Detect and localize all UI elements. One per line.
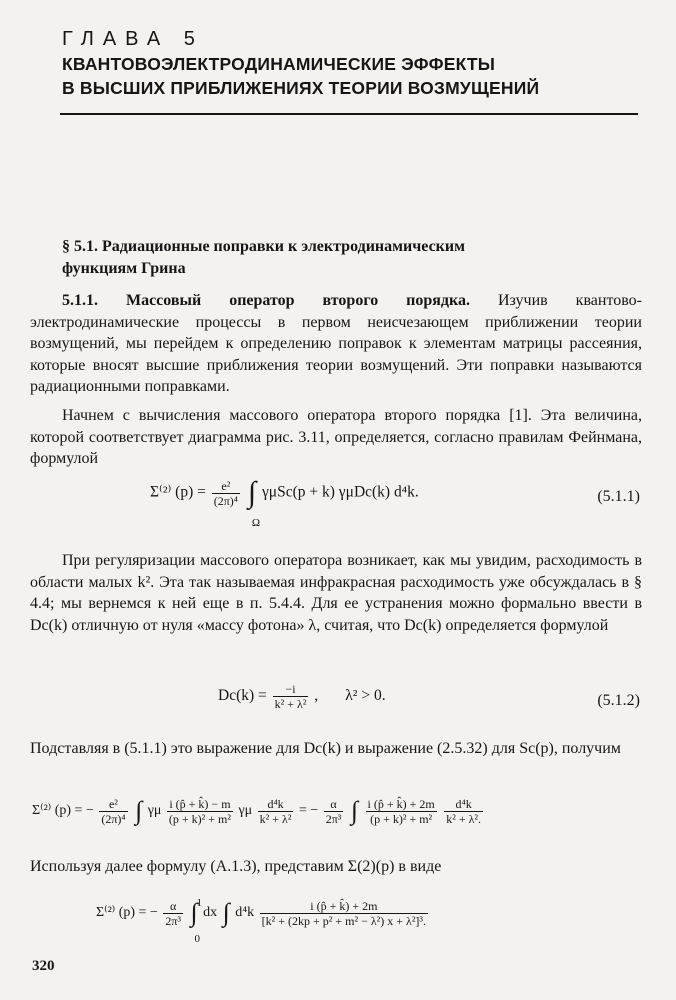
eq4-num-2: i (p̂ + k̂) + 2m [260,899,428,914]
eq3-lhs: Σ⁽²⁾ (p) = − [32,803,94,819]
subsection-heading: 5.1.1. Массовый оператор второго порядка. [62,292,471,309]
paragraph-4: Подставляя в (5.1.1) это выражение для Dc(k) и выражение (2.5.32) для Sc(p), получим [30,740,621,757]
eq4-fraction-1 [163,899,183,928]
eq1-lhs: Σ⁽²⁾ (p) = [150,483,206,501]
eq3-num-5: i (p̂ + k̂) + 2m [367,796,435,811]
eq1-denominator: (2π)⁴ [213,493,238,508]
page-number: 320 [32,958,55,974]
equation-5-1-2 [0,682,676,726]
eq3-num-6: d⁴k [444,797,483,812]
eq4-num-1: α [163,899,183,914]
eq3-num-2: i (p̂ + k̂) − m [167,797,233,812]
eq3-middle: = − [298,803,319,819]
eq3-fraction-5 [366,797,437,826]
integral-sign: ∫ Ω [248,478,256,508]
chapter-title-line-2: В ВЫСШИХ ПРИБЛИЖЕНИЯХ ТЕОРИИ ВОЗМУЩЕНИЙ [62,78,540,98]
eq2-condition: , λ² > 0. [314,687,386,705]
paragraph-3: При регуляризации массового оператора возникает, как мы увидим, расходимость в области малых k². Эта так называемая инфракрасная расходимость уже обсуждалась в § 4.4; мы вернемся к ней еще в п. 5.4.4. Для ее устранения можно формально ввести в Dc(k) отличную от нуля «массу фотона» λ, считая, что Dc(k) определяется формулой [30,552,642,634]
section-title-line-2: функциям Грина [62,260,186,277]
eq3-fraction-3 [258,797,294,826]
integral-sign: ∫ [350,796,359,825]
chapter-number: ГЛАВА 5 [62,28,204,50]
eq2-denominator: k² + λ² [274,697,307,711]
paragraph-5: Используя далее формулу (А.1.3), представим Σ(2)(p) в виде [30,858,442,875]
eq4-integral-upper: 1 [196,897,202,909]
eq3-fraction-4 [324,797,344,826]
eq4-den-1: 2π³ [165,913,181,928]
paragraph-1 [30,290,642,398]
eq3-fraction-2 [167,797,233,826]
eq3-num-3: d⁴k [258,797,294,812]
eq2-fraction [273,682,309,711]
eq4-dx: dx [203,905,218,921]
equation-label-5-1-2: (5.1.2) [597,692,640,709]
section-title-line-1: § 5.1. Радиационные поправки к электродинамическим [62,238,466,255]
eq3-den-6: k² + λ². [446,811,482,826]
eq2-numerator: −i [273,682,309,697]
paragraph-1-text: Изучив квантово-электродинамические процессы в первом неисчезающем приближении теории возмущений, мы перейдем к определению поправок к элементам матрицы рассеяния, которые вносят высшие приближения теории возмущений. Эти поправки называются радиационными поправками. [30,292,643,395]
section-title [62,236,622,280]
integral-sign: ∫ [222,898,230,927]
eq3-fraction-1 [99,797,127,826]
eq4-den-2: [k² + (2kp + p² + m² − λ²) x + λ²]³. [261,913,427,928]
header-rule [60,113,638,115]
eq3-gamma-2: γμ [238,803,253,819]
eq1-integral-lower: Ω [251,517,261,529]
eq3-den-2: (p + k)² + m² [168,811,231,826]
eq2-lhs: Dc(k) = [218,687,267,705]
eq1-fraction [212,479,240,508]
eq3-den-4: 2π³ [325,811,342,826]
chapter-title-line-1: КВАНТОВОЭЛЕКТРОДИНАМИЧЕСКИЕ ЭФФЕКТЫ [62,54,496,74]
eq1-numerator: e² [212,479,240,494]
eq1-body: γμSc(p + k) γμDc(k) d⁴k. [261,483,419,501]
equation-4 [0,897,676,945]
equation-3-formula [32,796,485,826]
eq3-num-1: e² [99,797,127,812]
eq4-fraction-2 [260,899,428,928]
equation-3 [0,796,676,840]
eq4-d4k: d⁴k [235,905,255,921]
eq4-integral-lower: 0 [194,933,200,945]
eq3-gamma-1: γμ [147,803,162,819]
equation-5-1-2-formula [218,682,386,711]
eq3-fraction-6 [444,797,483,826]
eq4-lhs: Σ⁽²⁾ (p) = − [96,905,158,921]
equation-5-1-1 [0,476,676,529]
integral-sign: ∫ [135,796,143,825]
eq3-num-4: α [324,797,344,812]
eq3-den-3: k² + λ² [259,811,292,826]
equation-4-formula [96,897,430,945]
chapter-title [62,52,642,100]
equation-5-1-1-formula [150,476,419,529]
equation-label-5-1-1: (5.1.1) [597,488,640,505]
paragraph-2: Начнем с вычисления массового оператора второго порядка [1]. Эта величина, которой соответствует диаграмма рис. 3.11, определяется, согласно правилам Фейнмана, формулой [30,407,642,467]
eq3-den-1: (2π)⁴ [101,811,126,826]
eq3-den-5: (p + k)² + m² [370,811,433,826]
integral-sign: ∫ 1 0 [191,898,198,928]
